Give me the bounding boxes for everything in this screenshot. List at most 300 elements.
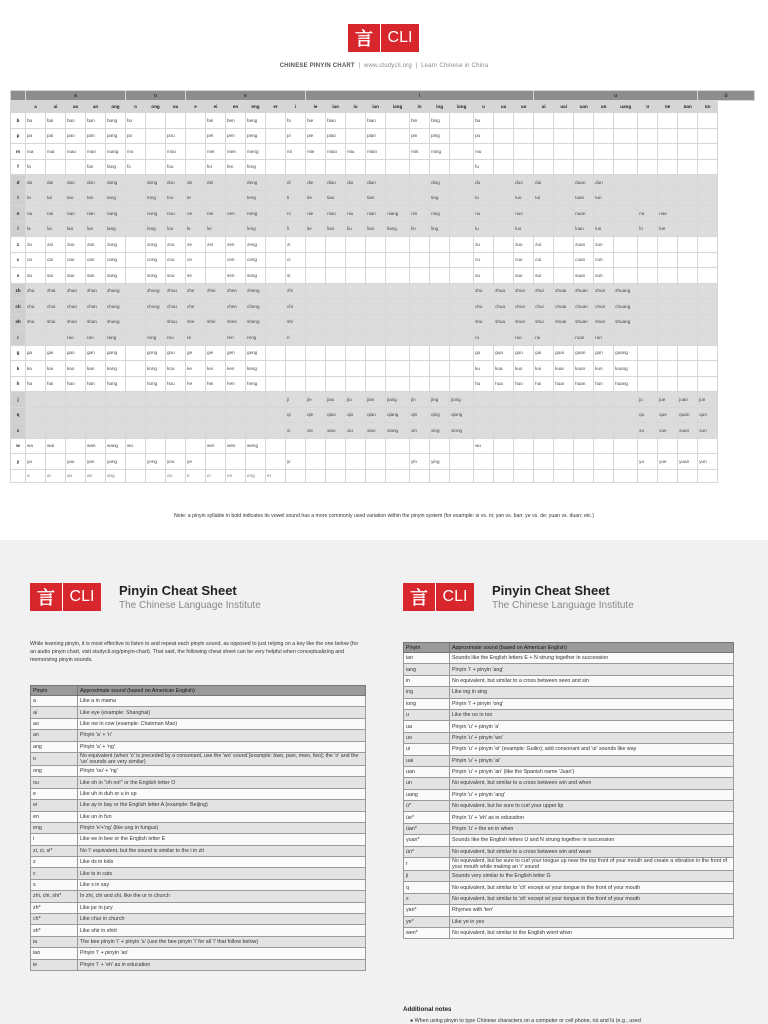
syllable-cell[interactable]: gun (594, 345, 614, 361)
syllable-cell[interactable]: fan (86, 159, 106, 175)
syllable-cell[interactable]: peng (246, 128, 266, 144)
syllable-cell[interactable]: nang (106, 206, 126, 222)
syllable-cell[interactable]: wen (226, 438, 246, 454)
syllable-cell[interactable]: shun (594, 314, 614, 330)
syllable-cell[interactable]: nai (46, 206, 66, 222)
syllable-cell[interactable]: nuan (574, 206, 594, 222)
syllable-cell[interactable]: bao (66, 113, 86, 129)
syllable-cell[interactable]: kuan (574, 361, 594, 377)
syllable-cell[interactable]: chi (286, 299, 306, 315)
syllable-cell[interactable]: jin (410, 392, 430, 408)
syllable-cell[interactable]: zei (206, 237, 226, 253)
syllable-cell[interactable]: deng (246, 175, 266, 191)
syllable-cell[interactable]: wang (106, 438, 126, 454)
syllable-cell[interactable]: guai (554, 345, 574, 361)
syllable-cell[interactable]: dian (366, 175, 386, 191)
syllable-cell[interactable]: na (26, 206, 46, 222)
syllable-cell[interactable]: hui (534, 376, 554, 392)
syllable-cell[interactable]: lei (206, 221, 226, 237)
syllable-cell[interactable]: hai (46, 376, 66, 392)
syllable-cell[interactable]: miu (346, 144, 366, 160)
syllable-cell[interactable]: di (286, 175, 306, 191)
syllable-cell[interactable]: ou (166, 469, 186, 482)
syllable-cell[interactable]: zuan (574, 237, 594, 253)
syllable-cell[interactable]: gua (494, 345, 514, 361)
syllable-cell[interactable]: huang (614, 376, 638, 392)
syllable-cell[interactable]: pi (286, 128, 306, 144)
syllable-cell[interactable]: beng (246, 113, 266, 129)
syllable-cell[interactable]: pai (46, 128, 66, 144)
syllable-cell[interactable]: tiao (326, 190, 346, 206)
syllable-cell[interactable]: ting (430, 190, 450, 206)
syllable-cell[interactable]: liang (386, 221, 410, 237)
syllable-cell[interactable]: que (658, 407, 678, 423)
syllable-cell[interactable]: fou (166, 159, 186, 175)
syllable-cell[interactable]: guan (574, 345, 594, 361)
syllable-cell[interactable]: lu (474, 221, 494, 237)
syllable-cell[interactable]: jian (366, 392, 386, 408)
syllable-cell[interactable]: lian (366, 221, 386, 237)
syllable-cell[interactable]: zhuo (514, 283, 534, 299)
syllable-cell[interactable]: huai (554, 376, 574, 392)
syllable-cell[interactable]: chu (474, 299, 494, 315)
syllable-cell[interactable]: zhuang (614, 283, 638, 299)
syllable-cell[interactable]: liu (346, 221, 366, 237)
syllable-cell[interactable]: chui (534, 299, 554, 315)
syllable-cell[interactable]: ding (430, 175, 450, 191)
syllable-cell[interactable]: nüe (658, 206, 678, 222)
syllable-cell[interactable]: chai (46, 299, 66, 315)
syllable-cell[interactable]: chua (494, 299, 514, 315)
syllable-cell[interactable]: zu (474, 237, 494, 253)
syllable-cell[interactable]: sui (534, 268, 554, 284)
syllable-cell[interactable]: chuang (614, 299, 638, 315)
syllable-cell[interactable]: nian (366, 206, 386, 222)
syllable-cell[interactable]: ya (26, 454, 46, 470)
syllable-cell[interactable]: lun (594, 221, 614, 237)
syllable-cell[interactable]: bang (106, 113, 126, 129)
syllable-cell[interactable]: ceng (246, 252, 266, 268)
syllable-cell[interactable]: qiao (326, 407, 346, 423)
syllable-cell[interactable]: pan (86, 128, 106, 144)
syllable-cell[interactable]: rui (534, 330, 554, 346)
syllable-cell[interactable]: bai (46, 113, 66, 129)
syllable-cell[interactable]: duan (574, 175, 594, 191)
syllable-cell[interactable]: feng (246, 159, 266, 175)
syllable-cell[interactable]: ga (26, 345, 46, 361)
syllable-cell[interactable]: sao (66, 268, 86, 284)
syllable-cell[interactable]: fu (474, 159, 494, 175)
syllable-cell[interactable]: er (266, 469, 286, 482)
syllable-cell[interactable]: cheng (246, 299, 266, 315)
syllable-cell[interactable]: zhuan (574, 283, 594, 299)
syllable-cell[interactable]: ping (430, 128, 450, 144)
syllable-cell[interactable]: mei (206, 144, 226, 160)
syllable-cell[interactable]: e (186, 469, 206, 482)
syllable-cell[interactable]: bian (366, 113, 386, 129)
syllable-cell[interactable]: dei (206, 175, 226, 191)
syllable-cell[interactable]: le (186, 221, 206, 237)
syllable-cell[interactable]: meng (246, 144, 266, 160)
syllable-cell[interactable]: dang (106, 175, 126, 191)
syllable-cell[interactable]: jie (306, 392, 326, 408)
syllable-cell[interactable]: zen (226, 237, 246, 253)
syllable-cell[interactable]: wo (126, 438, 146, 454)
syllable-cell[interactable]: chen (226, 299, 246, 315)
syllable-cell[interactable]: bo (126, 113, 146, 129)
syllable-cell[interactable]: neng (246, 206, 266, 222)
syllable-cell[interactable]: run (594, 330, 614, 346)
syllable-cell[interactable]: ben (226, 113, 246, 129)
syllable-cell[interactable]: mao (66, 144, 86, 160)
syllable-cell[interactable]: a (26, 469, 46, 482)
syllable-cell[interactable]: wu (474, 438, 494, 454)
syllable-cell[interactable]: ju (638, 392, 658, 408)
syllable-cell[interactable]: rang (106, 330, 126, 346)
syllable-cell[interactable]: ei (206, 469, 226, 482)
syllable-cell[interactable]: sa (26, 268, 46, 284)
syllable-cell[interactable]: pian (366, 128, 386, 144)
syllable-cell[interactable]: an (86, 469, 106, 482)
syllable-cell[interactable]: mai (46, 144, 66, 160)
syllable-cell[interactable]: ma (26, 144, 46, 160)
syllable-cell[interactable]: shen (226, 314, 246, 330)
syllable-cell[interactable]: luan (574, 221, 594, 237)
syllable-cell[interactable]: hong (146, 376, 166, 392)
syllable-cell[interactable]: qiu (346, 407, 366, 423)
syllable-cell[interactable]: ge (186, 345, 206, 361)
syllable-cell[interactable]: xing (430, 423, 450, 439)
syllable-cell[interactable]: ku (474, 361, 494, 377)
syllable-cell[interactable]: zuo (514, 237, 534, 253)
syllable-cell[interactable]: zhei (206, 283, 226, 299)
syllable-cell[interactable]: tan (86, 190, 106, 206)
syllable-cell[interactable]: cu (474, 252, 494, 268)
syllable-cell[interactable]: zhang (106, 283, 126, 299)
syllable-cell[interactable]: nin (410, 206, 430, 222)
syllable-cell[interactable]: ying (430, 454, 450, 470)
syllable-cell[interactable]: dan (86, 175, 106, 191)
syllable-cell[interactable]: ruan (574, 330, 594, 346)
syllable-cell[interactable]: en (226, 469, 246, 482)
syllable-cell[interactable]: sen (226, 268, 246, 284)
syllable-cell[interactable]: fei (206, 159, 226, 175)
syllable-cell[interactable]: seng (246, 268, 266, 284)
syllable-cell[interactable]: kua (494, 361, 514, 377)
syllable-cell[interactable]: gei (206, 345, 226, 361)
syllable-cell[interactable]: quan (678, 407, 698, 423)
syllable-cell[interactable]: chuan (574, 299, 594, 315)
syllable-cell[interactable]: nou (166, 206, 186, 222)
syllable-cell[interactable]: pao (66, 128, 86, 144)
syllable-cell[interactable]: pin (410, 128, 430, 144)
syllable-cell[interactable]: hu (474, 376, 494, 392)
syllable-cell[interactable]: lüe (658, 221, 678, 237)
syllable-cell[interactable]: ce (186, 252, 206, 268)
syllable-cell[interactable]: gai (46, 345, 66, 361)
syllable-cell[interactable]: xiu (346, 423, 366, 439)
syllable-cell[interactable]: gong (146, 345, 166, 361)
syllable-cell[interactable]: dai (46, 175, 66, 191)
syllable-cell[interactable]: jiong (450, 392, 474, 408)
syllable-cell[interactable]: za (26, 237, 46, 253)
syllable-cell[interactable]: chan (86, 299, 106, 315)
syllable-cell[interactable]: min (410, 144, 430, 160)
syllable-cell[interactable]: tong (146, 190, 166, 206)
syllable-cell[interactable]: nie (306, 206, 326, 222)
syllable-cell[interactable]: pei (206, 128, 226, 144)
syllable-cell[interactable]: tui (534, 190, 554, 206)
syllable-cell[interactable]: piao (326, 128, 346, 144)
syllable-cell[interactable]: qiong (450, 407, 474, 423)
syllable-cell[interactable]: man (86, 144, 106, 160)
syllable-cell[interactable]: ha (26, 376, 46, 392)
syllable-cell[interactable]: kui (534, 361, 554, 377)
syllable-cell[interactable]: ri (286, 330, 306, 346)
syllable-cell[interactable]: niao (326, 206, 346, 222)
syllable-cell[interactable]: kai (46, 361, 66, 377)
syllable-cell[interactable]: wan (86, 438, 106, 454)
syllable-cell[interactable]: ca (26, 252, 46, 268)
syllable-cell[interactable]: dui (534, 175, 554, 191)
syllable-cell[interactable]: xue (658, 423, 678, 439)
syllable-cell[interactable]: tou (166, 190, 186, 206)
syllable-cell[interactable]: chuai (554, 299, 574, 315)
syllable-cell[interactable]: yue (658, 454, 678, 470)
syllable-cell[interactable]: yong (146, 454, 166, 470)
syllable-cell[interactable]: she (186, 314, 206, 330)
syllable-cell[interactable]: nen (226, 206, 246, 222)
syllable-cell[interactable]: mo (126, 144, 146, 160)
syllable-cell[interactable]: shi (286, 314, 306, 330)
syllable-cell[interactable]: jiu (346, 392, 366, 408)
syllable-cell[interactable]: huo (514, 376, 534, 392)
syllable-cell[interactable]: fang (106, 159, 126, 175)
syllable-cell[interactable]: ming (430, 144, 450, 160)
syllable-cell[interactable]: san (86, 268, 106, 284)
syllable-cell[interactable]: shai (46, 314, 66, 330)
syllable-cell[interactable]: ruo (514, 330, 534, 346)
syllable-cell[interactable]: pa (26, 128, 46, 144)
syllable-cell[interactable]: shua (494, 314, 514, 330)
syllable-cell[interactable]: kuo (514, 361, 534, 377)
syllable-cell[interactable]: ao (66, 469, 86, 482)
syllable-cell[interactable]: shuai (554, 314, 574, 330)
syllable-cell[interactable]: zai (46, 237, 66, 253)
syllable-cell[interactable]: zhe (186, 283, 206, 299)
syllable-cell[interactable]: chun (594, 299, 614, 315)
syllable-cell[interactable]: qie (306, 407, 326, 423)
syllable-cell[interactable]: li (286, 221, 306, 237)
syllable-cell[interactable]: ji (286, 392, 306, 408)
syllable-cell[interactable]: jun (698, 392, 718, 408)
syllable-cell[interactable]: mie (306, 144, 326, 160)
syllable-cell[interactable]: gui (534, 345, 554, 361)
syllable-cell[interactable]: zhua (494, 283, 514, 299)
syllable-cell[interactable]: zao (66, 237, 86, 253)
syllable-cell[interactable]: zi (286, 237, 306, 253)
syllable-cell[interactable]: bei (206, 113, 226, 129)
syllable-cell[interactable]: cang (106, 252, 126, 268)
syllable-cell[interactable]: pou (166, 128, 186, 144)
syllable-cell[interactable]: da (26, 175, 46, 191)
syllable-cell[interactable]: si (286, 268, 306, 284)
syllable-cell[interactable]: rong (146, 330, 166, 346)
syllable-cell[interactable]: tuo (514, 190, 534, 206)
syllable-cell[interactable]: weng (246, 438, 266, 454)
syllable-cell[interactable]: xiang (386, 423, 410, 439)
syllable-cell[interactable]: ran (86, 330, 106, 346)
syllable-cell[interactable]: dou (166, 175, 186, 191)
syllable-cell[interactable]: juan (678, 392, 698, 408)
syllable-cell[interactable]: lao (66, 221, 86, 237)
syllable-cell[interactable]: duo (514, 175, 534, 191)
syllable-cell[interactable]: kei (206, 361, 226, 377)
syllable-cell[interactable]: chuo (514, 299, 534, 315)
syllable-cell[interactable]: ai (46, 469, 66, 482)
syllable-cell[interactable]: zan (86, 237, 106, 253)
syllable-cell[interactable]: he (186, 376, 206, 392)
syllable-cell[interactable]: can (86, 252, 106, 268)
syllable-cell[interactable]: kuai (554, 361, 574, 377)
syllable-cell[interactable]: xiao (326, 423, 346, 439)
syllable-cell[interactable]: kang (106, 361, 126, 377)
syllable-cell[interactable]: jing (430, 392, 450, 408)
syllable-cell[interactable]: kong (146, 361, 166, 377)
syllable-cell[interactable]: mian (366, 144, 386, 160)
syllable-cell[interactable]: zhi (286, 283, 306, 299)
syllable-cell[interactable]: chang (106, 299, 126, 315)
syllable-cell[interactable]: cao (66, 252, 86, 268)
syllable-cell[interactable]: han (86, 376, 106, 392)
syllable-cell[interactable]: guo (514, 345, 534, 361)
syllable-cell[interactable]: keng (246, 361, 266, 377)
syllable-cell[interactable]: lie (306, 221, 326, 237)
syllable-cell[interactable]: suan (574, 268, 594, 284)
syllable-cell[interactable]: song (146, 268, 166, 284)
syllable-cell[interactable]: shuang (614, 314, 638, 330)
syllable-cell[interactable]: yuan (678, 454, 698, 470)
syllable-cell[interactable]: shao (66, 314, 86, 330)
syllable-cell[interactable]: zhen (226, 283, 246, 299)
syllable-cell[interactable]: hun (594, 376, 614, 392)
syllable-cell[interactable]: cong (146, 252, 166, 268)
syllable-cell[interactable]: hei (206, 376, 226, 392)
syllable-cell[interactable]: shuan (574, 314, 594, 330)
syllable-cell[interactable]: ye (186, 454, 206, 470)
syllable-cell[interactable]: suo (514, 268, 534, 284)
syllable-cell[interactable]: po (126, 128, 146, 144)
site-link[interactable]: www.studycli.org (364, 63, 412, 69)
syllable-cell[interactable]: te (186, 190, 206, 206)
syllable-cell[interactable]: mi (286, 144, 306, 160)
syllable-cell[interactable]: nao (66, 206, 86, 222)
syllable-cell[interactable]: men (226, 144, 246, 160)
syllable-cell[interactable]: yao (66, 454, 86, 470)
syllable-cell[interactable]: shei (206, 314, 226, 330)
syllable-cell[interactable]: diao (326, 175, 346, 191)
syllable-cell[interactable]: xu (638, 423, 658, 439)
syllable-cell[interactable]: hang (106, 376, 126, 392)
syllable-cell[interactable]: pu (474, 128, 494, 144)
syllable-cell[interactable]: guang (614, 345, 638, 361)
syllable-cell[interactable]: kun (594, 361, 614, 377)
syllable-cell[interactable]: shu (474, 314, 494, 330)
syllable-cell[interactable]: du (474, 175, 494, 191)
syllable-cell[interactable]: qian (366, 407, 386, 423)
syllable-cell[interactable]: hao (66, 376, 86, 392)
syllable-cell[interactable]: sai (46, 268, 66, 284)
syllable-cell[interactable]: chong (146, 299, 166, 315)
syllable-cell[interactable]: hou (166, 376, 186, 392)
syllable-cell[interactable]: lan (86, 221, 106, 237)
syllable-cell[interactable]: niu (346, 206, 366, 222)
syllable-cell[interactable]: wai (46, 438, 66, 454)
syllable-cell[interactable]: lai (46, 221, 66, 237)
syllable-cell[interactable]: ni (286, 206, 306, 222)
syllable-cell[interactable]: wa (26, 438, 46, 454)
syllable-cell[interactable]: zheng (246, 283, 266, 299)
syllable-cell[interactable]: dun (594, 175, 614, 191)
syllable-cell[interactable]: zhai (46, 283, 66, 299)
syllable-cell[interactable]: pen (226, 128, 246, 144)
syllable-cell[interactable]: bin (410, 113, 430, 129)
syllable-cell[interactable]: bi (286, 113, 306, 129)
syllable-cell[interactable]: fa (26, 159, 46, 175)
syllable-cell[interactable]: cen (226, 252, 246, 268)
syllable-cell[interactable]: xian (366, 423, 386, 439)
syllable-cell[interactable]: lang (106, 221, 126, 237)
syllable-cell[interactable]: jue (658, 392, 678, 408)
syllable-cell[interactable]: qun (698, 407, 718, 423)
syllable-cell[interactable]: bu (474, 113, 494, 129)
syllable-cell[interactable]: nan (86, 206, 106, 222)
syllable-cell[interactable]: qing (430, 407, 450, 423)
syllable-cell[interactable]: tie (306, 190, 326, 206)
syllable-cell[interactable]: jiao (326, 392, 346, 408)
syllable-cell[interactable]: qiang (386, 407, 410, 423)
syllable-cell[interactable]: yu (638, 454, 658, 470)
syllable-cell[interactable]: rou (166, 330, 186, 346)
syllable-cell[interactable]: fo (126, 159, 146, 175)
syllable-cell[interactable]: dao (66, 175, 86, 191)
syllable-cell[interactable]: tai (46, 190, 66, 206)
syllable-cell[interactable]: luo (514, 221, 534, 237)
syllable-cell[interactable]: nu (474, 206, 494, 222)
syllable-cell[interactable]: jiang (386, 392, 410, 408)
syllable-cell[interactable]: hen (226, 376, 246, 392)
syllable-cell[interactable]: se (186, 268, 206, 284)
syllable-cell[interactable]: gao (66, 345, 86, 361)
syllable-cell[interactable]: kan (86, 361, 106, 377)
syllable-cell[interactable]: zun (594, 237, 614, 253)
syllable-cell[interactable]: fen (226, 159, 246, 175)
syllable-cell[interactable]: zhun (594, 283, 614, 299)
syllable-cell[interactable]: cai (46, 252, 66, 268)
syllable-cell[interactable]: long (146, 221, 166, 237)
syllable-cell[interactable]: zui (534, 237, 554, 253)
syllable-cell[interactable]: rao (66, 330, 86, 346)
syllable-cell[interactable]: qin (410, 407, 430, 423)
syllable-cell[interactable]: yun (698, 454, 718, 470)
syllable-cell[interactable]: yang (106, 454, 126, 470)
syllable-cell[interactable]: miao (326, 144, 346, 160)
syllable-cell[interactable]: ze (186, 237, 206, 253)
syllable-cell[interactable]: cou (166, 252, 186, 268)
syllable-cell[interactable]: nuo (514, 206, 534, 222)
syllable-cell[interactable]: yi (286, 454, 306, 470)
syllable-cell[interactable]: ne (186, 206, 206, 222)
